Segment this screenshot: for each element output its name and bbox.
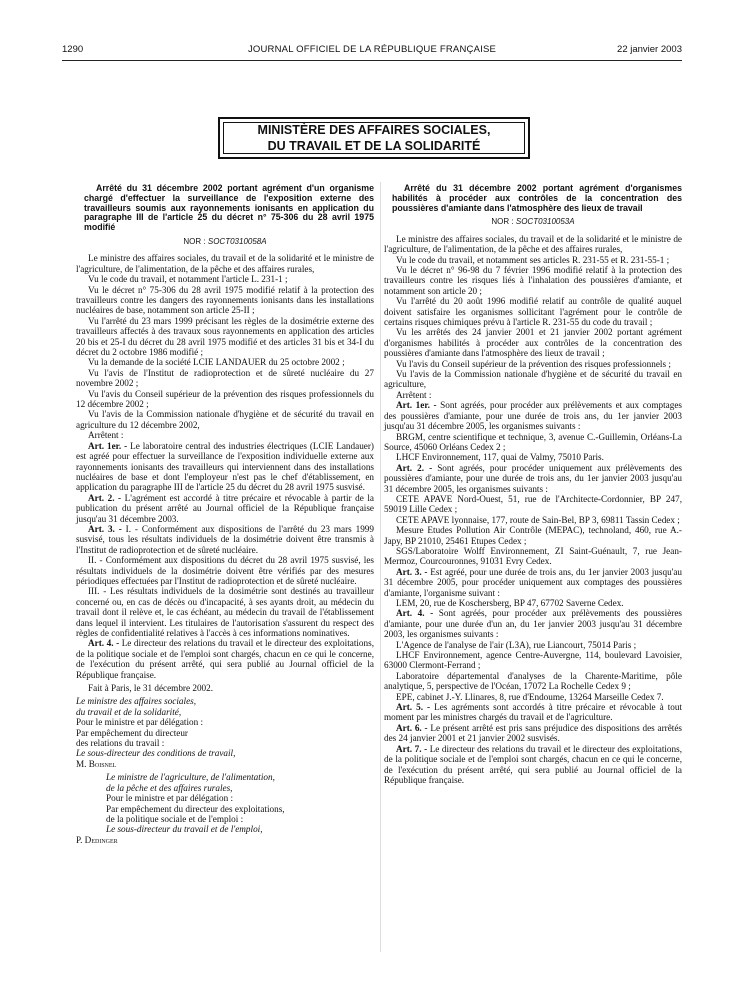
- right-arretent: Arrêtent :: [396, 389, 432, 400]
- left-article: II. - Conformément aux dispositions du décret du 28 avril 1975 susvisé, les résultats individuels de la dosimétrie doivent être vérifiés par des mesures périodiques effectuées par l'Institut de radioprotection et de sûreté nucléaire.: [76, 555, 374, 586]
- left-preamble: [76, 253, 374, 430]
- right-article: LHCF Environnement, agence Centre-Auvergne, 114, boulevard Lavoisier, 63000 Clermont-Ferrand ;: [384, 650, 682, 671]
- signature-line: Par empêchement du directeur: [76, 727, 188, 738]
- right-nor-code: SOCT0310053A: [515, 217, 575, 227]
- issue-date: 22 janvier 2003: [617, 44, 682, 55]
- left-nor-code: SOCT0310058A: [207, 236, 267, 246]
- signature-line: Par empêchement du directeur des exploitations,: [106, 803, 285, 814]
- signature-line: de la pêche et des affaires rurales,: [106, 782, 233, 793]
- left-article: Art. 1er. - Le laboratoire central des industries électriques (LCIE Landauer) est agréé pour effectuer la surveillance de l'exposition individuelle externe aux rayonnements ionisants des travailleurs qui interviennent dans des installations nucléaires de base et dont l'employeur n'est pas le chef d'établissement, en application du paragraphe III de l'article 25 du décret du 28 avril 1975 susvisé.: [76, 440, 374, 493]
- signature-line: Le ministre de l'agriculture, de l'alimentation,: [106, 772, 275, 783]
- left-article: Art. 3. - I. - Conformément aux dispositions de l'arrêté du 23 mars 1999 susvisé, tous les résultats individuels de la dosimétrie doivent être transmis à l'Institut de radioprotection et de sûreté nucléaire.: [76, 523, 374, 555]
- right-preamble-paragraph: Vu le décret n° 96-98 du 7 février 1996 modifié relatif à la protection des travailleurs contre les risques liés à l'inhalation des poussières d'amiante, et notamment son article 20 ;: [384, 265, 682, 296]
- left-nor: NOR : SOCT0310058A: [183, 236, 267, 246]
- signature-line: Pour le ministre et par délégation :: [76, 717, 204, 728]
- left-article: Art. 4. - Le directeur des relations du travail et le directeur des exploitations, de la politique sociale et de l'emploi sont chargés, chacun en ce qui le concerne, de l'exécution du présent arrêté, qui sera publié au Journal officiel de la République française.: [76, 638, 374, 680]
- left-signature-1: [76, 696, 374, 769]
- left-article: Art. 2. - L'agrément est accordé à titre précaire et révocable à partir de la publication du présent arrêté au Journal officiel de la République française jusqu'au 31 décembre 2003.: [76, 492, 374, 524]
- ministry-box: [218, 117, 530, 159]
- right-article: EPE, cabinet J.-Y. Llinares, 8, rue d'Endoume, 13264 Marseille Cedex 7.: [396, 691, 664, 702]
- right-article: CETE APAVE lyonnaise, 177, route de Sain-Bel, BP 3, 69811 Tassin Cedex ;: [396, 514, 680, 525]
- header-rule: [62, 60, 682, 61]
- signature-line: M. Boisnel: [76, 758, 117, 769]
- right-article: Art. 7. - Le directeur des relations du travail et le directeur des exploitations, de la politique sociale et de l'emploi sont chargés, chacun en ce qui le concerne, de l'exécution du présent arrêté, qui sera publié au Journal officiel de la République française.: [384, 743, 682, 785]
- left-preamble-paragraph: Vu l'arrêté du 23 mars 1999 précisant les règles de la dosimétrie externe des travailleurs affectés à des travaux sous rayonnements en application des articles 20 bis et 25-I du décret du 28 avril 1975 modifié et des articles 31 bis et 34-I du décret du 2 octobre 1986 modifié ;: [76, 315, 374, 358]
- right-articles: [384, 400, 682, 785]
- right-decree-title: Arrêté du 31 décembre 2002 portant agrément d'organismes habilités à procéder aux contrôles de la concentration des poussières d'amiante dans l'atmosphère des lieux de travail: [392, 183, 682, 213]
- right-column: [384, 184, 682, 785]
- signature-line: de la politique sociale et de l'emploi :: [106, 813, 244, 824]
- ministry-line-2: DU TRAVAIL ET DE LA SOLIDARITÉ: [267, 139, 481, 153]
- right-article: Art. 3. - Est agréé, pour une durée de trois ans, du 1er janvier 2003 jusqu'au 31 décembre 2005, pour procéder uniquement aux comptages des poussières d'amiante, l'organisme suivant :: [384, 566, 682, 598]
- right-preamble-paragraph: Vu le code du travail, et notamment ses articles R. 231-55 et R. 231-55-1 ;: [396, 254, 670, 265]
- signature-line: Le ministre des affaires sociales,: [76, 696, 197, 707]
- left-arretent: Arrêtent :: [88, 430, 124, 441]
- right-article: Art. 6. - Le présent arrêté est pris sans préjudice des dispositions des arrêtés des 24 janvier 2001 et 21 janvier 2002 susvisés.: [384, 722, 682, 744]
- right-article: Art. 4. - Sont agréés, pour procéder aux prélèvements des poussières d'amiante, pour une durée d'un an, du 1er janvier 2003 jusqu'au 31 décembre 2003, les organismes suivants :: [384, 608, 682, 640]
- page-number: 1290: [62, 44, 84, 55]
- right-article: Art. 2. - Sont agréés, pour procéder uniquement aux prélèvements des poussières d'amiante, pour une durée de trois ans, du 1er janvier 2003 jusqu'au 31 décembre 2005, les organismes suivants :: [384, 462, 682, 494]
- left-decree-title: Arrêté du 31 décembre 2002 portant agrément d'un organisme chargé d'effectuer la surveillance de l'exposition externe des travailleurs soumis aux rayonnements ionisants en application du paragraphe III de l'article 25 du décret n° 75-306 du 28 avril 1975 modifié: [84, 183, 374, 233]
- right-article: Mesure Etudes Pollution Air Contrôle (MEPAC), technoland, 460, rue A.-Japy, BP 21010, 25461 Etupes Cedex ;: [384, 525, 682, 546]
- left-done-at: Fait à Paris, le 31 décembre 2002.: [88, 683, 214, 694]
- left-articles: [76, 441, 374, 680]
- right-preamble-paragraph: Vu l'arrêté du 20 août 1996 modifié relatif au contrôle de qualité auquel doivent satisfaire les organismes sollicitant l'agrément pour le contrôle de certains risques chimiques prévu à l'article R. 231-55 du code du travail ;: [384, 296, 682, 328]
- left-preamble-paragraph: Le ministre des affaires sociales, du travail et de la solidarité et le ministre de l'agriculture, de l'alimentation, de la pêche et des affaires rurales,: [76, 253, 374, 274]
- left-signature-2: [76, 772, 374, 845]
- right-article: Art. 5. - Les agréments sont accordés à titre précaire et révocable à tout moment par les ministres chargés du travail et de l'agriculture.: [384, 702, 682, 723]
- right-preamble-paragraph: Vu l'avis de la Commission nationale d'hygiène et de sécurité du travail en agriculture,: [384, 369, 682, 390]
- right-preamble: [384, 234, 682, 390]
- right-nor: NOR : SOCT0310053A: [491, 217, 575, 227]
- right-preamble-paragraph: Vu les arrêtés des 24 janvier 2001 et 21 janvier 2002 portant agrément d'organismes habilités à procéder aux contrôles de la concentration des poussières d'amiante dans l'atmosphère des lieux de travail ;: [384, 327, 682, 359]
- left-preamble-paragraph: Vu le code du travail, et notamment l'article L. 231-1 ;: [88, 274, 288, 285]
- right-article: Laboratoire départemental d'analyses de la Charente-Maritime, pôle analytique, 5, perspective de l'Océan, 17072 La Rochelle Cedex 9 ;: [384, 670, 682, 692]
- left-preamble-paragraph: Vu le décret n° 75-306 du 28 avril 1975 modifié relatif à la protection des travailleurs contre les dangers des rayonnements ionisants dans les installations nucléaires de base, notamment son article 25-II ;: [76, 284, 374, 316]
- right-article: L'Agence de l'analyse de l'air (L3A), rue Liancourt, 75014 Paris ;: [396, 639, 637, 650]
- signature-line: Le sous-directeur du travail et de l'emploi,: [106, 824, 263, 835]
- right-article: CETE APAVE Nord-Ouest, 51, rue de l'Architecte-Cordonnier, BP 247, 59019 Lille Cedex ;: [384, 493, 682, 515]
- signature-line: des relations du travail :: [76, 738, 165, 749]
- left-column: [76, 184, 374, 845]
- right-article: SGS/Laboratoire Wolff Environnement, ZI Saint-Guénault, 7, rue Jean-Mermoz, Courcouronnes, 91031 Evry Cedex.: [384, 545, 682, 567]
- right-preamble-paragraph: Le ministre des affaires sociales, du travail et de la solidarité et le ministre de l'agriculture, de l'alimentation, de la pêche et des affaires rurales,: [384, 233, 682, 255]
- right-article: LEM, 20, rue de Koschersberg, BP 47, 67702 Saverne Cedex.: [396, 598, 624, 609]
- column-separator: [380, 182, 381, 952]
- right-preamble-paragraph: Vu l'avis du Conseil supérieur de la prévention des risques professionnels ;: [396, 358, 671, 369]
- right-article: BRGM, centre scientifique et technique, 3, avenue C.-Guillemin, Orléans-La Source, 45060 Orléans Cedex 2 ;: [384, 431, 682, 452]
- left-preamble-paragraph: Vu l'avis du Conseil supérieur de la prévention des risques professionnels du 12 décembre 2002 ;: [76, 388, 374, 410]
- left-preamble-paragraph: Vu la demande de la société LCIE LANDAUER du 25 octobre 2002 ;: [88, 357, 345, 368]
- signature-line: Le sous-directeur des conditions de travail,: [76, 748, 236, 759]
- journal-title: JOURNAL OFFICIEL DE LA RÉPUBLIQUE FRANÇAISE: [247, 44, 497, 55]
- ministry-line-1: MINISTÈRE DES AFFAIRES SOCIALES,: [257, 123, 491, 137]
- right-article: LHCF Environnement, 117, quai de Valmy, 75010 Paris.: [396, 452, 604, 463]
- left-preamble-paragraph: Vu l'avis de la Commission nationale d'hygiène et de sécurité du travail en agriculture du 12 décembre 2002,: [76, 409, 374, 430]
- left-article: III. - Les résultats individuels de la dosimétrie sont destinés au travailleur concerné ou, en cas de décès ou d'incapacité, à ses ayants droit, au médecin du travail dont il relève et, le cas échéant, au médecin du travail de l'établissement dans lequel il intervient. Les titulaires de l'autorisation s'assurent du respect des règles de confidentialité relatives à l'accès à ces informations nominatives.: [76, 586, 374, 639]
- right-article: Art. 1er. - Sont agréés, pour procéder aux prélèvements et aux comptages des poussières d'amiante, pour une durée de trois ans, du 1er janvier 2003 jusqu'au 31 décembre 2005, les organismes suivants :: [384, 400, 682, 432]
- signature-line: P. Dedinger: [76, 834, 118, 845]
- page-header: [62, 44, 682, 58]
- signature-line: du travail et de la solidarité,: [76, 706, 182, 717]
- left-preamble-paragraph: Vu l'avis de l'Institut de radioprotection et de sûreté nucléaire du 27 novembre 2002 ;: [76, 367, 374, 389]
- signature-line: Pour le ministre et par délégation :: [106, 793, 234, 804]
